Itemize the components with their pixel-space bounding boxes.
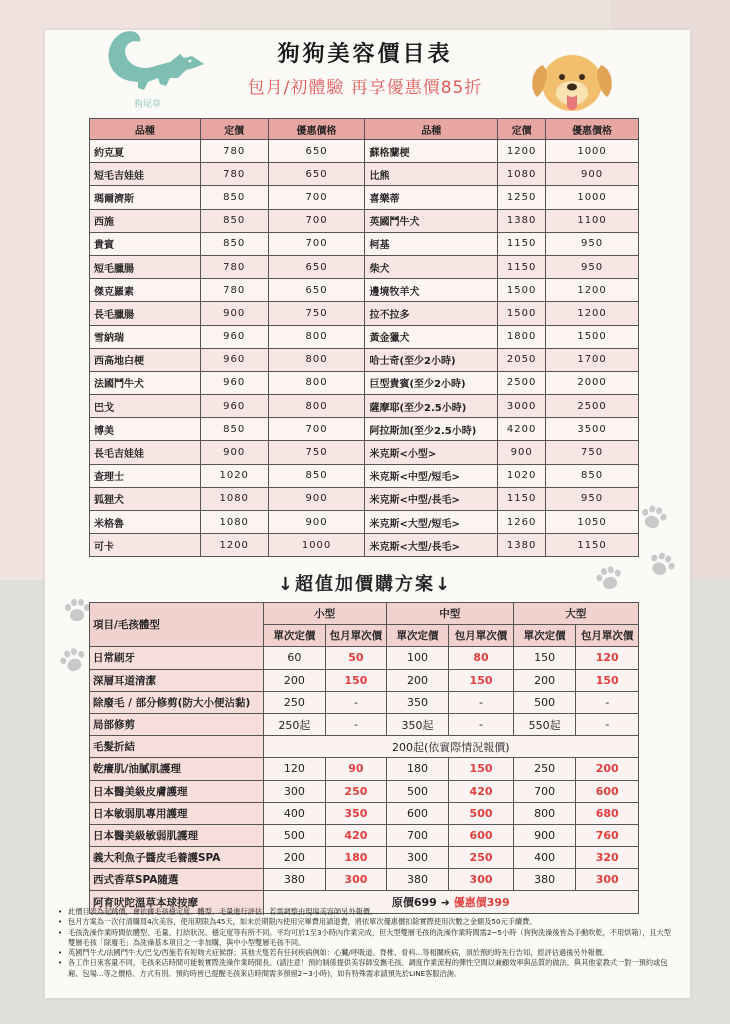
monthly-price-cell: 300 <box>576 869 639 891</box>
monthly-price-cell: - <box>449 713 514 735</box>
list-price-cell: 1150 <box>498 255 546 278</box>
breed-name-cell: 柴犬 <box>365 255 498 278</box>
monthly-price-cell: 180 <box>326 847 387 869</box>
breed-name-cell: 傑克羅素 <box>90 279 201 302</box>
dog-face-icon <box>525 45 620 117</box>
monthly-price-cell: 600 <box>449 824 514 846</box>
discount-price-cell: 950 <box>546 487 639 510</box>
column-header: 定價 <box>498 119 546 140</box>
single-price-cell: 900 <box>513 824 576 846</box>
discount-price-cell: 1000 <box>268 534 365 557</box>
monthly-price-cell: 420 <box>449 780 514 802</box>
single-price-cell: 380 <box>386 869 449 891</box>
discount-price-cell: 1000 <box>546 140 639 163</box>
breed-name-cell: 長毛吉娃娃 <box>90 441 201 464</box>
arrow-icon: ➜ <box>440 896 450 910</box>
column-header: 包月單次價 <box>326 625 387 647</box>
addon-item-name: 阿育吠陀溫草本球按摩 <box>90 891 264 913</box>
single-price-cell: 500 <box>263 824 326 846</box>
list-price-cell: 1080 <box>200 511 268 534</box>
monthly-price-cell: 200 <box>576 758 639 780</box>
list-price-cell: 1500 <box>498 279 546 302</box>
addon-item-name: 日常刷牙 <box>90 647 264 669</box>
breed-name-cell: 西施 <box>90 209 201 232</box>
single-price-cell: 60 <box>263 647 326 669</box>
breed-name-cell: 短毛臘腸 <box>90 255 201 278</box>
list-price-cell: 1380 <box>498 209 546 232</box>
table-row <box>90 464 639 487</box>
discount-price-cell: 900 <box>268 487 365 510</box>
promo-price: 優惠價399 <box>453 896 510 910</box>
list-price-cell: 1020 <box>498 464 546 487</box>
list-price-cell: 1260 <box>498 511 546 534</box>
addon-item-name: 義大利魚子醬皮毛養護SPA <box>90 847 264 869</box>
breed-name-cell: 比熊 <box>365 163 498 186</box>
single-price-cell: 380 <box>263 869 326 891</box>
list-price-cell: 1150 <box>498 232 546 255</box>
size-header-medium: 中型 <box>386 603 513 625</box>
breed-name-cell: 狐狸犬 <box>90 487 201 510</box>
promo-subtitle: 包月/初體驗 再享優惠價85折 <box>247 78 483 98</box>
addon-section-title: ↓超值加價購方案↓ <box>277 574 453 595</box>
list-price-cell: 1800 <box>498 325 546 348</box>
note-item: • 此價目表為起跳價，會依據毛孩穩定度、體型、毛量進行評估，若需調整由現場美容師另外報價。 <box>56 907 671 917</box>
single-price-cell: 200 <box>263 669 326 691</box>
single-price-cell: 250 <box>513 758 576 780</box>
list-price-cell: 780 <box>200 163 268 186</box>
column-header: 單次定價 <box>263 625 326 647</box>
list-price-cell: 1080 <box>200 487 268 510</box>
table-row <box>90 780 639 802</box>
list-price-cell: 2500 <box>498 371 546 394</box>
column-header: 單次定價 <box>513 625 576 647</box>
monthly-price-cell: 150 <box>449 758 514 780</box>
addon-item-name: 乾癢肌/油膩肌護理 <box>90 758 264 780</box>
table-row <box>90 279 639 302</box>
breed-name-cell: 雪納瑞 <box>90 325 201 348</box>
monthly-price-cell: - <box>326 691 387 713</box>
breed-name-cell: 阿拉斯加(至少2.5小時) <box>365 418 498 441</box>
table-row <box>90 691 639 713</box>
single-price-cell: 100 <box>386 647 449 669</box>
list-price-cell: 960 <box>200 325 268 348</box>
single-price-cell: 200 <box>386 669 449 691</box>
discount-price-cell: 850 <box>268 464 365 487</box>
note-item: • 毛孩洗澡作業時間依體型、毛量、打結狀況、穩定度等有所不同。平均可於1至3小時內作業完成，但大型雙層毛孩的洗澡作業時間需2~5小時（狗狗洗澡後皆為手動吹乾，不用烘箱），且大型雙層毛孩「除廢毛」為洗澡基本項目之一非加購，與中小型雙層毛孩不同。 <box>56 928 671 949</box>
column-header: 包月單次價 <box>576 625 639 647</box>
breed-name-cell: 米克斯<大型/短毛> <box>365 511 498 534</box>
discount-price-cell: 650 <box>268 255 365 278</box>
monthly-price-cell: 760 <box>576 824 639 846</box>
monthly-price-cell: - <box>576 713 639 735</box>
addon-item-name: 日本醫美級皮膚護理 <box>90 780 264 802</box>
discount-price-cell: 1050 <box>546 511 639 534</box>
table-row <box>90 186 639 209</box>
single-price-cell: 400 <box>513 847 576 869</box>
single-price-cell: 600 <box>386 802 449 824</box>
breed-name-cell: 西高地白梗 <box>90 348 201 371</box>
table-row <box>90 487 639 510</box>
list-price-cell: 850 <box>200 232 268 255</box>
paw-print-icon <box>64 598 90 624</box>
single-price-cell: 550起 <box>513 713 576 735</box>
single-price-cell: 180 <box>386 758 449 780</box>
discount-price-cell: 1100 <box>546 209 639 232</box>
discount-price-cell: 800 <box>268 348 365 371</box>
list-price-cell: 960 <box>200 348 268 371</box>
original-price: 原價699 <box>391 896 437 910</box>
monthly-price-cell: 50 <box>326 647 387 669</box>
list-price-cell: 2050 <box>498 348 546 371</box>
single-price-cell: 380 <box>513 869 576 891</box>
breed-name-cell: 米格魯 <box>90 511 201 534</box>
breed-name-cell: 拉不拉多 <box>365 302 498 325</box>
breed-name-cell: 黃金獵犬 <box>365 325 498 348</box>
discount-price-cell: 700 <box>268 186 365 209</box>
discount-price-cell: 700 <box>268 418 365 441</box>
monthly-price-cell: 250 <box>449 847 514 869</box>
monthly-price-cell: 300 <box>449 869 514 891</box>
table-row <box>90 163 639 186</box>
discount-price-cell: 1200 <box>546 302 639 325</box>
list-price-cell: 780 <box>200 279 268 302</box>
table-header-row <box>90 603 639 625</box>
discount-price-cell: 950 <box>546 232 639 255</box>
addon-item-name: 除廢毛 / 部分修剪(防大小便沾黏) <box>90 691 264 713</box>
monthly-price-cell: 150 <box>449 669 514 691</box>
monthly-price-cell: 320 <box>576 847 639 869</box>
monthly-price-cell: 300 <box>326 869 387 891</box>
discount-price-cell: 1700 <box>546 348 639 371</box>
list-price-cell: 1200 <box>200 534 268 557</box>
size-header-small: 小型 <box>263 603 386 625</box>
table-row <box>90 255 639 278</box>
addon-price-table <box>89 602 639 914</box>
discount-price-cell: 900 <box>268 511 365 534</box>
single-price-cell: 250 <box>263 691 326 713</box>
breed-name-cell: 長毛臘腸 <box>90 302 201 325</box>
discount-price-cell: 1200 <box>546 279 639 302</box>
column-header: 優惠價格 <box>546 119 639 140</box>
monthly-price-cell: - <box>449 691 514 713</box>
breed-name-cell: 邊境牧羊犬 <box>365 279 498 302</box>
addon-item-name: 西式香草SPA隨選 <box>90 869 264 891</box>
monthly-price-cell: 250 <box>326 780 387 802</box>
single-price-cell: 150 <box>513 647 576 669</box>
table-row <box>90 824 639 846</box>
discount-price-cell: 650 <box>268 163 365 186</box>
breed-name-cell: 瑪爾濟斯 <box>90 186 201 209</box>
discount-price-cell: 850 <box>546 464 639 487</box>
monthly-price-cell: - <box>326 713 387 735</box>
single-price-cell: 250起 <box>263 713 326 735</box>
table-row <box>90 511 639 534</box>
table-row <box>90 232 639 255</box>
breed-price-table <box>89 118 639 557</box>
monthly-price-cell: - <box>576 691 639 713</box>
note-item: • 英國鬥牛犬/法國鬥牛犬/巴戈/西施若有短吻犬症候群；其他犬隻若有任何疾病例如：心臟/呼吸道、脊椎、骨科...等相關疾病，須於預約時先行告知，經評估過後另外報價。 <box>56 948 671 958</box>
discount-price-cell: 800 <box>268 395 365 418</box>
monthly-price-cell: 680 <box>576 802 639 824</box>
monthly-price-cell: 600 <box>576 780 639 802</box>
column-header: 項目/毛孩體型 <box>90 603 264 647</box>
table-row <box>90 209 639 232</box>
column-header: 品種 <box>365 119 498 140</box>
breed-name-cell: 巨型貴賓(至少2小時) <box>365 371 498 394</box>
discount-price-cell: 2000 <box>546 371 639 394</box>
note-item: • 包月方案為一次付清購買4次美容，使用期限為45天，如未於期限內使用完畢費用請退費，將依單次優惠價扣除實際使用次數之金額及50元手續費。 <box>56 917 671 927</box>
breed-name-cell: 博美 <box>90 418 201 441</box>
list-price-cell: 1080 <box>498 163 546 186</box>
table-row <box>90 736 639 758</box>
single-price-cell: 300 <box>263 780 326 802</box>
list-price-cell: 1250 <box>498 186 546 209</box>
table-row <box>90 534 639 557</box>
discount-price-cell: 1000 <box>546 186 639 209</box>
monthly-price-cell: 90 <box>326 758 387 780</box>
list-price-cell: 960 <box>200 395 268 418</box>
breed-name-cell: 米克斯<大型/長毛> <box>365 534 498 557</box>
list-price-cell: 850 <box>200 209 268 232</box>
single-price-cell: 700 <box>513 780 576 802</box>
breed-name-cell: 英國鬥牛犬 <box>365 209 498 232</box>
breed-name-cell: 法國鬥牛犬 <box>90 371 201 394</box>
single-price-cell: 400 <box>263 802 326 824</box>
single-price-cell: 200 <box>513 669 576 691</box>
list-price-cell: 780 <box>200 140 268 163</box>
list-price-cell: 3000 <box>498 395 546 418</box>
table-row <box>90 869 639 891</box>
table-row <box>90 371 639 394</box>
addon-item-name: 深層耳道清潔 <box>90 669 264 691</box>
discount-price-cell: 800 <box>268 325 365 348</box>
list-price-cell: 900 <box>498 441 546 464</box>
discount-price-cell: 3500 <box>546 418 639 441</box>
addon-item-name: 日本敏弱肌專用護理 <box>90 802 264 824</box>
list-price-cell: 1200 <box>498 140 546 163</box>
single-price-cell: 500 <box>386 780 449 802</box>
column-header: 單次定價 <box>386 625 449 647</box>
table-row <box>90 669 639 691</box>
list-price-cell: 850 <box>200 186 268 209</box>
discount-price-cell: 2500 <box>546 395 639 418</box>
table-row <box>90 302 639 325</box>
table-row <box>90 758 639 780</box>
discount-price-cell: 950 <box>546 255 639 278</box>
table-row <box>90 348 639 371</box>
single-price-cell: 300 <box>386 847 449 869</box>
table-row <box>90 847 639 869</box>
monthly-price-cell: 80 <box>449 647 514 669</box>
single-price-cell: 500 <box>513 691 576 713</box>
discount-price-cell: 650 <box>268 279 365 302</box>
column-header: 優惠價格 <box>268 119 365 140</box>
breed-name-cell: 米克斯<小型> <box>365 441 498 464</box>
breed-name-cell: 巴戈 <box>90 395 201 418</box>
table-row <box>90 140 639 163</box>
breed-name-cell: 米克斯<中型/長毛> <box>365 487 498 510</box>
monthly-price-cell: 150 <box>576 669 639 691</box>
discount-price-cell: 1500 <box>546 325 639 348</box>
monthly-price-cell: 120 <box>576 647 639 669</box>
fox-tail-logo-icon <box>100 26 210 108</box>
table-row <box>90 713 639 735</box>
column-header: 品種 <box>90 119 201 140</box>
breed-name-cell: 短毛吉娃娃 <box>90 163 201 186</box>
table-row <box>90 395 639 418</box>
list-price-cell: 1380 <box>498 534 546 557</box>
discount-price-cell: 700 <box>268 232 365 255</box>
breed-name-cell: 蘇格蘭梗 <box>365 140 498 163</box>
column-header: 包月單次價 <box>449 625 514 647</box>
breed-name-cell: 可卡 <box>90 534 201 557</box>
list-price-cell: 900 <box>200 302 268 325</box>
note-item: • 各工作日來客量不同，毛孩來店時間可能較實際洗澡作業時間長。(請注意！預約制係提供美容師安撫毛孩、調度作業流程的彈性空間以兼顧效率與品質的做法，與其他家教式一對一預約或包廂、包場...等之價格、方式有別。預約時皆已提醒毛孩來店時間需多預留2~3小時)，如有特殊需求請預先於LINE客服洽詢。 <box>56 958 671 979</box>
breed-name-cell: 喜樂蒂 <box>365 186 498 209</box>
monthly-price-cell: 420 <box>326 824 387 846</box>
list-price-cell: 1150 <box>498 487 546 510</box>
single-price-cell: 350 <box>386 691 449 713</box>
discount-price-cell: 750 <box>546 441 639 464</box>
table-row <box>90 325 639 348</box>
monthly-price-cell: 500 <box>449 802 514 824</box>
list-price-cell: 780 <box>200 255 268 278</box>
single-price-cell: 800 <box>513 802 576 824</box>
list-price-cell: 1500 <box>498 302 546 325</box>
breed-name-cell: 柯基 <box>365 232 498 255</box>
breed-name-cell: 薩摩耶(至少2.5小時) <box>365 395 498 418</box>
discount-price-cell: 750 <box>268 441 365 464</box>
discount-price-cell: 800 <box>268 371 365 394</box>
notes-list <box>56 907 671 979</box>
breed-name-cell: 查理士 <box>90 464 201 487</box>
list-price-cell: 960 <box>200 371 268 394</box>
addon-item-name: 日本醫美級敏弱肌護理 <box>90 824 264 846</box>
table-row <box>90 441 639 464</box>
table-header-row <box>90 119 639 140</box>
size-header-large: 大型 <box>513 603 638 625</box>
single-price-cell: 350起 <box>386 713 449 735</box>
discount-price-cell: 700 <box>268 209 365 232</box>
logo-text: 狗尾草 <box>134 100 162 110</box>
addon-item-name: 局部修剪 <box>90 713 264 735</box>
single-price-cell: 120 <box>263 758 326 780</box>
list-price-cell: 1020 <box>200 464 268 487</box>
knot-price-cell: 200起(依實際情況報價) <box>263 736 638 758</box>
list-price-cell: 900 <box>200 441 268 464</box>
single-price-cell: 200 <box>263 847 326 869</box>
page-title: 狗狗美容價目表 <box>277 42 453 67</box>
addon-item-name: 毛髮折結 <box>90 736 264 758</box>
discount-price-cell: 900 <box>546 163 639 186</box>
discount-price-cell: 1150 <box>546 534 639 557</box>
discount-price-cell: 650 <box>268 140 365 163</box>
breed-name-cell: 米克斯<中型/短毛> <box>365 464 498 487</box>
table-row <box>90 802 639 824</box>
single-price-cell: 700 <box>386 824 449 846</box>
list-price-cell: 850 <box>200 418 268 441</box>
monthly-price-cell: 350 <box>326 802 387 824</box>
breed-name-cell: 貴賓 <box>90 232 201 255</box>
column-header: 定價 <box>200 119 268 140</box>
discount-price-cell: 750 <box>268 302 365 325</box>
breed-name-cell: 約克夏 <box>90 140 201 163</box>
list-price-cell: 4200 <box>498 418 546 441</box>
table-row <box>90 418 639 441</box>
monthly-price-cell: 150 <box>326 669 387 691</box>
breed-name-cell: 哈士奇(至少2小時) <box>365 348 498 371</box>
table-row <box>90 647 639 669</box>
